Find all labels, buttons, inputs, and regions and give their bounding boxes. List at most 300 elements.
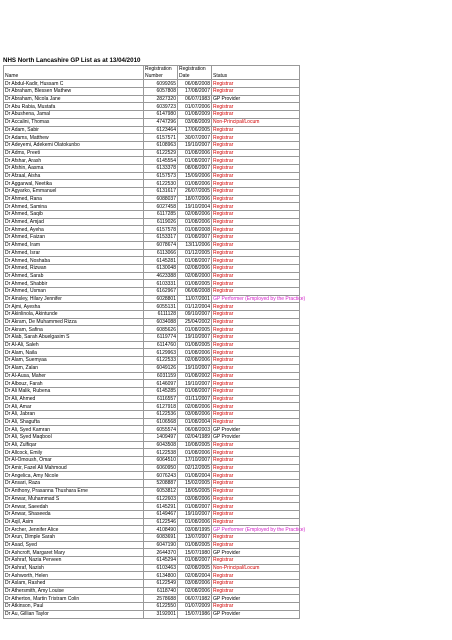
gp-name-cell: Dr Ajmi, Ayesha (4, 303, 144, 311)
table-row (4, 587, 300, 595)
gp-name-cell: Dr Au, Gillian Taylor (4, 610, 144, 618)
header-status: Status (212, 73, 300, 80)
status-cell: Registrar (212, 134, 300, 142)
registration-date-cell: 03/08/2006 (178, 410, 212, 418)
registration-date-cell: 13/07/2007 (178, 533, 212, 541)
registration-number-cell: 6078674 (144, 241, 178, 249)
gp-name-cell: Dr Abdul-Kadir, Hussam C (4, 80, 144, 88)
table-row (4, 134, 300, 142)
registration-number-cell: 6057808 (144, 88, 178, 96)
registration-number-cell: 6049126 (144, 364, 178, 372)
gp-name-cell: Dr Al-Ausa, Maher (4, 372, 144, 380)
gp-name-cell: Dr Adams, Matthew (4, 134, 144, 142)
registration-date-cell: 02/08/2006 (178, 357, 212, 365)
status-cell: GP Performer (Employed by the Practice) (213, 295, 306, 302)
registration-date-cell: 26/07/2005 (178, 188, 212, 196)
table-row (4, 572, 300, 580)
table-row (4, 311, 300, 319)
registration-number-cell: 6122536 (144, 410, 178, 418)
status-cell: GP Provider (212, 549, 300, 557)
registration-number-cell: 6122549 (144, 580, 178, 588)
status-cell: Registrar (212, 449, 300, 457)
registration-date-cell: 15/02/2005 (178, 480, 212, 488)
status-cell: Registrar (212, 418, 300, 426)
registration-date-cell: 18/07/2006 (178, 195, 212, 203)
registration-date-cell: 01/08/2006 (178, 449, 212, 457)
header-row-1 (4, 66, 300, 73)
table-row (4, 95, 300, 103)
table-row (4, 403, 300, 411)
table-row (4, 364, 300, 372)
table-body (4, 80, 306, 618)
registration-date-cell: 08/08/2007 (178, 164, 212, 172)
table-row (4, 257, 300, 265)
gp-name-cell: Dr Ahmed, Samina (4, 203, 144, 211)
gp-name-cell: Dr Aggarwal, Neetika (4, 180, 144, 188)
status-cell: Registrar (212, 580, 300, 588)
registration-number-cell: 6108963 (144, 141, 178, 149)
status-cell: GP Provider (212, 95, 300, 103)
registration-number-cell: 6106568 (144, 418, 178, 426)
gp-name-cell: Dr Ali, Amar (4, 403, 144, 411)
registration-date-cell: 03/08/1995 (178, 526, 212, 534)
gp-name-cell: Dr Afshin, Aasma (4, 164, 144, 172)
gp-name-cell: Dr Ashraf, Nazish (4, 564, 144, 572)
status-cell: Registrar (212, 164, 300, 172)
header-registration-date-top: Registration (178, 66, 212, 73)
table-row (4, 334, 300, 342)
registration-number-cell: 6114760 (144, 341, 178, 349)
registration-date-cell: 19/10/2007 (178, 510, 212, 518)
registration-date-cell: 01/08/2005 (178, 341, 212, 349)
registration-number-cell: 6119774 (144, 334, 178, 342)
registration-number-cell: 6117285 (144, 211, 178, 219)
table-row (4, 318, 300, 326)
registration-date-cell: 06/08/2003 (178, 426, 212, 434)
registration-date-cell: 09/10/2007 (178, 311, 212, 319)
header-name: Name (4, 73, 144, 80)
gp-name-cell: Dr Arun, Dimple Sarah (4, 533, 144, 541)
table-row (4, 526, 300, 534)
status-cell: Registrar (212, 280, 300, 288)
registration-number-cell: 6145291 (144, 503, 178, 511)
registration-number-cell: 6116557 (144, 395, 178, 403)
table-row (4, 287, 300, 295)
registration-date-cell: 06/07/1983 (178, 95, 212, 103)
status-cell: Registrar (212, 311, 300, 319)
registration-date-cell: 17/06/2005 (178, 126, 212, 134)
registration-number-cell: 6145554 (144, 157, 178, 165)
table-row (4, 149, 300, 157)
status-cell: Registrar (212, 149, 300, 157)
status-cell: Registrar (212, 503, 300, 511)
table-row (4, 295, 300, 303)
gp-name-cell: Dr Ashraf, Nazia Perveen (4, 557, 144, 565)
registration-number-cell: 6122603 (144, 495, 178, 503)
status-cell: Registrar (212, 441, 300, 449)
registration-date-cell: 01/08/2006 (178, 518, 212, 526)
status-cell: Registrar (212, 211, 300, 219)
registration-date-cell: 01/12/2005 (178, 249, 212, 257)
gp-name-cell: Dr Aslam, Rashed (4, 580, 144, 588)
status-cell: Registrar (212, 287, 300, 295)
table-row (4, 172, 300, 180)
gp-name-cell: Dr Aqil, Asim (4, 518, 144, 526)
status-cell: Registrar (212, 180, 300, 188)
registration-date-cell: 19/10/2007 (178, 334, 212, 342)
registration-number-cell: 6055131 (144, 303, 178, 311)
table-row (4, 141, 300, 149)
registration-number-cell: 6119026 (144, 218, 178, 226)
registration-number-cell: 1409497 (144, 434, 178, 442)
gp-name-cell: Dr Ahmed, Israr (4, 249, 144, 257)
table-row (4, 280, 300, 288)
table-row (4, 380, 300, 388)
status-cell: GP Provider (212, 595, 300, 603)
registration-date-cell: 19/10/2007 (178, 380, 212, 388)
gp-name-cell: Dr Ali, Syed Maqbool (4, 434, 144, 442)
gp-name-cell: Dr Ahmed, Rana (4, 195, 144, 203)
table-row (4, 118, 300, 126)
gp-name-cell: Dr Anwar, Muhammad S (4, 495, 144, 503)
gp-name-cell: Dr Asad, Syed (4, 541, 144, 549)
status-cell: Registrar (212, 541, 300, 549)
status-cell: Registrar (212, 487, 300, 495)
gp-name-cell: Dr Atherton, Martin Tristram Colin (4, 595, 144, 603)
table-row (4, 464, 300, 472)
gp-name-cell: Dr Afzaal, Aisha (4, 172, 144, 180)
registration-number-cell: 4623388 (144, 272, 178, 280)
header-number: Number (144, 73, 178, 80)
gp-name-cell: Dr Adam, Sabir (4, 126, 144, 134)
table-row (4, 264, 300, 272)
status-cell: Registrar (212, 157, 300, 165)
registration-date-cell: 01/08/2006 (178, 180, 212, 188)
header-blank-name (4, 66, 144, 73)
table-row (4, 249, 300, 257)
status-cell: Registrar (212, 218, 300, 226)
registration-date-cell: 03/08/2006 (178, 580, 212, 588)
registration-date-cell: 01/11/2007 (178, 395, 212, 403)
status-cell: Registrar (212, 387, 300, 395)
gp-name-cell: Dr Ahmed, Sarab (4, 272, 144, 280)
status-cell: Registrar (212, 472, 300, 480)
table-row (4, 80, 300, 88)
registration-number-cell: 6129963 (144, 349, 178, 357)
gp-name-cell: Dr Alab, Sarah Abuelgasim S (4, 334, 144, 342)
status-cell: Registrar (212, 326, 300, 334)
registration-number-cell: 6122550 (144, 603, 178, 611)
status-cell: GP Provider (212, 610, 300, 618)
gp-name-cell: Dr Anwar, Saeedah (4, 503, 144, 511)
header-date: Date (178, 73, 212, 80)
gp-name-cell: Dr Ainsley, Hilary Jennifer (4, 295, 144, 303)
gp-name-cell: Dr Ahmed, Iram (4, 241, 144, 249)
status-cell: Registrar (212, 495, 300, 503)
registration-number-cell: 6103463 (144, 564, 178, 572)
gp-name-cell: Dr Ali, Zulfiqar (4, 441, 144, 449)
status-cell: Registrar (212, 457, 300, 465)
table-row (4, 457, 300, 465)
table-row (4, 234, 300, 242)
registration-date-cell: 01/08/2009 (178, 111, 212, 119)
table-row (4, 557, 300, 565)
gp-name-cell: Dr Ashcroft, Margaret Mary (4, 549, 144, 557)
registration-number-cell: 6145281 (144, 257, 178, 265)
registration-date-cell: 01/08/2004 (178, 472, 212, 480)
registration-number-cell: 4747296 (144, 118, 178, 126)
status-cell: Registrar (212, 80, 300, 88)
table-row (4, 226, 300, 234)
status-cell: Registrar (212, 318, 300, 326)
registration-date-cell: 02/08/2000 (178, 272, 212, 280)
table-row (4, 126, 300, 134)
status-cell: Registrar (212, 334, 300, 342)
status-cell: Registrar (212, 380, 300, 388)
status-cell: Non-Principal/Locum (212, 564, 300, 572)
registration-date-cell: 19/10/2007 (178, 364, 212, 372)
status-cell: Registrar (212, 510, 300, 518)
table-row (4, 564, 300, 572)
table-row (4, 157, 300, 165)
registration-number-cell: 2578688 (144, 595, 178, 603)
table-row (4, 434, 300, 442)
registration-number-cell: 6162967 (144, 287, 178, 295)
gp-name-cell: Dr Agyarko, Emmanuel (4, 188, 144, 196)
status-cell: Registrar (212, 126, 300, 134)
registration-date-cell: 15/09/2006 (178, 172, 212, 180)
gp-name-cell: Dr Al-Ali, Saleh (4, 341, 144, 349)
registration-date-cell: 01/08/2007 (178, 234, 212, 242)
gp-name-cell: Dr Archer, Jennifer Alice (4, 526, 144, 534)
registration-date-cell: 01/08/2007 (178, 157, 212, 165)
table-row (4, 164, 300, 172)
registration-date-cell: 06/08/2008 (178, 80, 212, 88)
registration-date-cell: 03/08/2009 (178, 118, 212, 126)
gp-name-cell: Dr Ahmed, Noshaba (4, 257, 144, 265)
gp-name-cell: Dr Ali Malik, Rubena (4, 387, 144, 395)
table-row (4, 472, 300, 480)
registration-number-cell: 6113066 (144, 249, 178, 257)
registration-date-cell: 02/08/2006 (178, 211, 212, 219)
table-row (4, 410, 300, 418)
table-row (4, 449, 300, 457)
registration-date-cell: 03/08/2006 (178, 495, 212, 503)
gp-name-cell: Dr Amir, Fazel Ali Mahmoud (4, 464, 144, 472)
gp-name-cell: Dr Ansari, Raza (4, 480, 144, 488)
table-row (4, 503, 300, 511)
registration-number-cell: 6085626 (144, 326, 178, 334)
gp-name-cell: Dr Adeyemi, Adekemi Olatokunbo (4, 141, 144, 149)
registration-number-cell: 5208887 (144, 480, 178, 488)
table-row (4, 533, 300, 541)
gp-name-cell: Dr Ahmed, Ayeha (4, 226, 144, 234)
gp-name-cell: Dr Alam, Suemyaa (4, 357, 144, 365)
status-cell: Registrar (212, 533, 300, 541)
registration-number-cell: 6064510 (144, 457, 178, 465)
status-cell: Registrar (212, 603, 300, 611)
registration-number-cell: 6103331 (144, 280, 178, 288)
registration-number-cell: 6039723 (144, 103, 178, 111)
table-row (4, 395, 300, 403)
registration-number-cell: 6130048 (144, 264, 178, 272)
registration-number-cell: 6149467 (144, 510, 178, 518)
status-cell: Registrar (212, 272, 300, 280)
gp-list-table (3, 65, 306, 619)
registration-date-cell: 01/08/2004 (178, 418, 212, 426)
registration-number-cell: 6118740 (144, 587, 178, 595)
table-row (4, 495, 300, 503)
gp-name-cell: Dr Ali, Shagufta (4, 418, 144, 426)
registration-number-cell: 6133378 (144, 164, 178, 172)
registration-number-cell: 6131617 (144, 188, 178, 196)
status-cell: Registrar (212, 364, 300, 372)
table-row (4, 418, 300, 426)
registration-number-cell: 3192001 (144, 610, 178, 618)
status-cell: Registrar (212, 357, 300, 365)
gp-name-cell: Dr Al-Omoush, Omar (4, 457, 144, 465)
registration-number-cell: 6157571 (144, 134, 178, 142)
registration-date-cell: 01/07/2006 (178, 103, 212, 111)
registration-date-cell: 01/08/2007 (178, 387, 212, 395)
table-row (4, 487, 300, 495)
registration-number-cell: 6153317 (144, 234, 178, 242)
table-row (4, 357, 300, 365)
status-cell: GP Provider (212, 434, 300, 442)
registration-number-cell: 6122546 (144, 518, 178, 526)
registration-number-cell: 6145285 (144, 387, 178, 395)
registration-number-cell: 6028801 (144, 295, 178, 303)
registration-date-cell: 02/04/1989 (178, 434, 212, 442)
table-row (4, 480, 300, 488)
registration-number-cell: 6157573 (144, 172, 178, 180)
gp-name-cell: Dr Ahmed, Faizan (4, 234, 144, 242)
table-row (4, 88, 300, 96)
registration-date-cell: 19/10/2004 (178, 203, 212, 211)
header-blank-status (212, 66, 300, 73)
registration-number-cell: 6053812 (144, 487, 178, 495)
registration-date-cell: 02/08/2006 (178, 403, 212, 411)
registration-date-cell: 30/07/2007 (178, 134, 212, 142)
registration-number-cell: 6083691 (144, 533, 178, 541)
status-cell: Registrar (212, 264, 300, 272)
registration-date-cell: 17/10/2007 (178, 457, 212, 465)
registration-date-cell: 02/12/2005 (178, 464, 212, 472)
table-row (4, 180, 300, 188)
registration-number-cell: 6123464 (144, 126, 178, 134)
status-cell: Registrar (212, 141, 300, 149)
registration-date-cell: 18/05/2005 (178, 487, 212, 495)
gp-name-cell: Dr Abushena, Jamal (4, 111, 144, 119)
table-row (4, 241, 300, 249)
gp-name-cell: Dr Adms, Preeti (4, 149, 144, 157)
registration-date-cell: 02/08/2005 (178, 564, 212, 572)
registration-number-cell: 6147980 (144, 111, 178, 119)
gp-name-cell: Dr Ali, Syed Kamran (4, 426, 144, 434)
status-cell: Registrar (212, 234, 300, 242)
gp-name-cell: Dr Ahmed, Shabbir (4, 280, 144, 288)
status-cell: Registrar (212, 557, 300, 565)
table-row (4, 603, 300, 611)
gp-name-cell: Dr Anthony, Prasanna Thushara Erne (4, 487, 144, 495)
registration-date-cell: 01/08/2002 (178, 372, 212, 380)
registration-date-cell: 01/08/2006 (178, 349, 212, 357)
registration-number-cell: 6127918 (144, 403, 178, 411)
table-row (4, 303, 300, 311)
header-row-2 (4, 73, 300, 80)
status-cell: Registrar (212, 341, 300, 349)
gp-name-cell: Dr Abu Rabia, Mustafa (4, 103, 144, 111)
registration-number-cell: 6027458 (144, 203, 178, 211)
gp-name-cell: Dr Akram, Safina (4, 326, 144, 334)
registration-number-cell: 4108490 (144, 526, 178, 534)
registration-date-cell: 01/12/2004 (178, 303, 212, 311)
registration-date-cell: 01/08/2007 (178, 557, 212, 565)
status-cell: Registrar (212, 518, 300, 526)
gp-name-cell: Dr Accalini, Thomas (4, 118, 144, 126)
status-cell: Registrar (212, 241, 300, 249)
status-cell: Registrar (212, 257, 300, 265)
status-cell: GP Performer (Employed by the Practice) (213, 526, 306, 533)
registration-date-cell: 01/08/2005 (178, 541, 212, 549)
status-cell: Registrar (212, 88, 300, 96)
table-row (4, 426, 300, 434)
registration-date-cell: 02/08/2006 (178, 264, 212, 272)
status-cell: Registrar (212, 195, 300, 203)
registration-number-cell: 6157578 (144, 226, 178, 234)
table-row (4, 595, 300, 603)
table-row (4, 203, 300, 211)
status-cell: Registrar (212, 203, 300, 211)
gp-name-cell: Dr Ahmed, Usman (4, 287, 144, 295)
gp-name-cell: Dr Athersmith, Amy Louise (4, 587, 144, 595)
status-cell: Registrar (212, 249, 300, 257)
table-row (4, 103, 300, 111)
gp-name-cell: Dr Ashworth, Helen (4, 572, 144, 580)
table-row (4, 188, 300, 196)
table-row (4, 341, 300, 349)
registration-date-cell: 01/08/2007 (178, 503, 212, 511)
status-cell: Registrar (212, 480, 300, 488)
gp-name-cell: Dr Ali, Jabran (4, 410, 144, 418)
table-row (4, 349, 300, 357)
registration-date-cell: 19/10/2007 (178, 141, 212, 149)
status-cell: Registrar (212, 226, 300, 234)
registration-number-cell: 6031159 (144, 372, 178, 380)
registration-date-cell: 01/08/2006 (178, 149, 212, 157)
gp-name-cell: Dr Allcock, Emily (4, 449, 144, 457)
registration-date-cell: 01/07/2009 (178, 603, 212, 611)
registration-number-cell: 6060950 (144, 464, 178, 472)
table-row (4, 510, 300, 518)
table-row (4, 549, 300, 557)
status-cell: Registrar (212, 572, 300, 580)
registration-date-cell: 01/08/2008 (178, 226, 212, 234)
table-row (4, 211, 300, 219)
registration-number-cell: 2644370 (144, 549, 178, 557)
gp-name-cell: Dr Afshar, Arash (4, 157, 144, 165)
table-row (4, 195, 300, 203)
status-cell: Registrar (212, 372, 300, 380)
registration-number-cell: 6145294 (144, 557, 178, 565)
gp-name-cell: Dr Angelica, Amy Nicole (4, 472, 144, 480)
registration-date-cell: 15/07/1980 (178, 549, 212, 557)
status-cell: Registrar (212, 403, 300, 411)
gp-name-cell: Dr Akram, De Muhammed Rizza (4, 318, 144, 326)
registration-number-cell: 6043508 (144, 441, 178, 449)
status-cell: Registrar (212, 587, 300, 595)
status-cell: Registrar (212, 303, 300, 311)
